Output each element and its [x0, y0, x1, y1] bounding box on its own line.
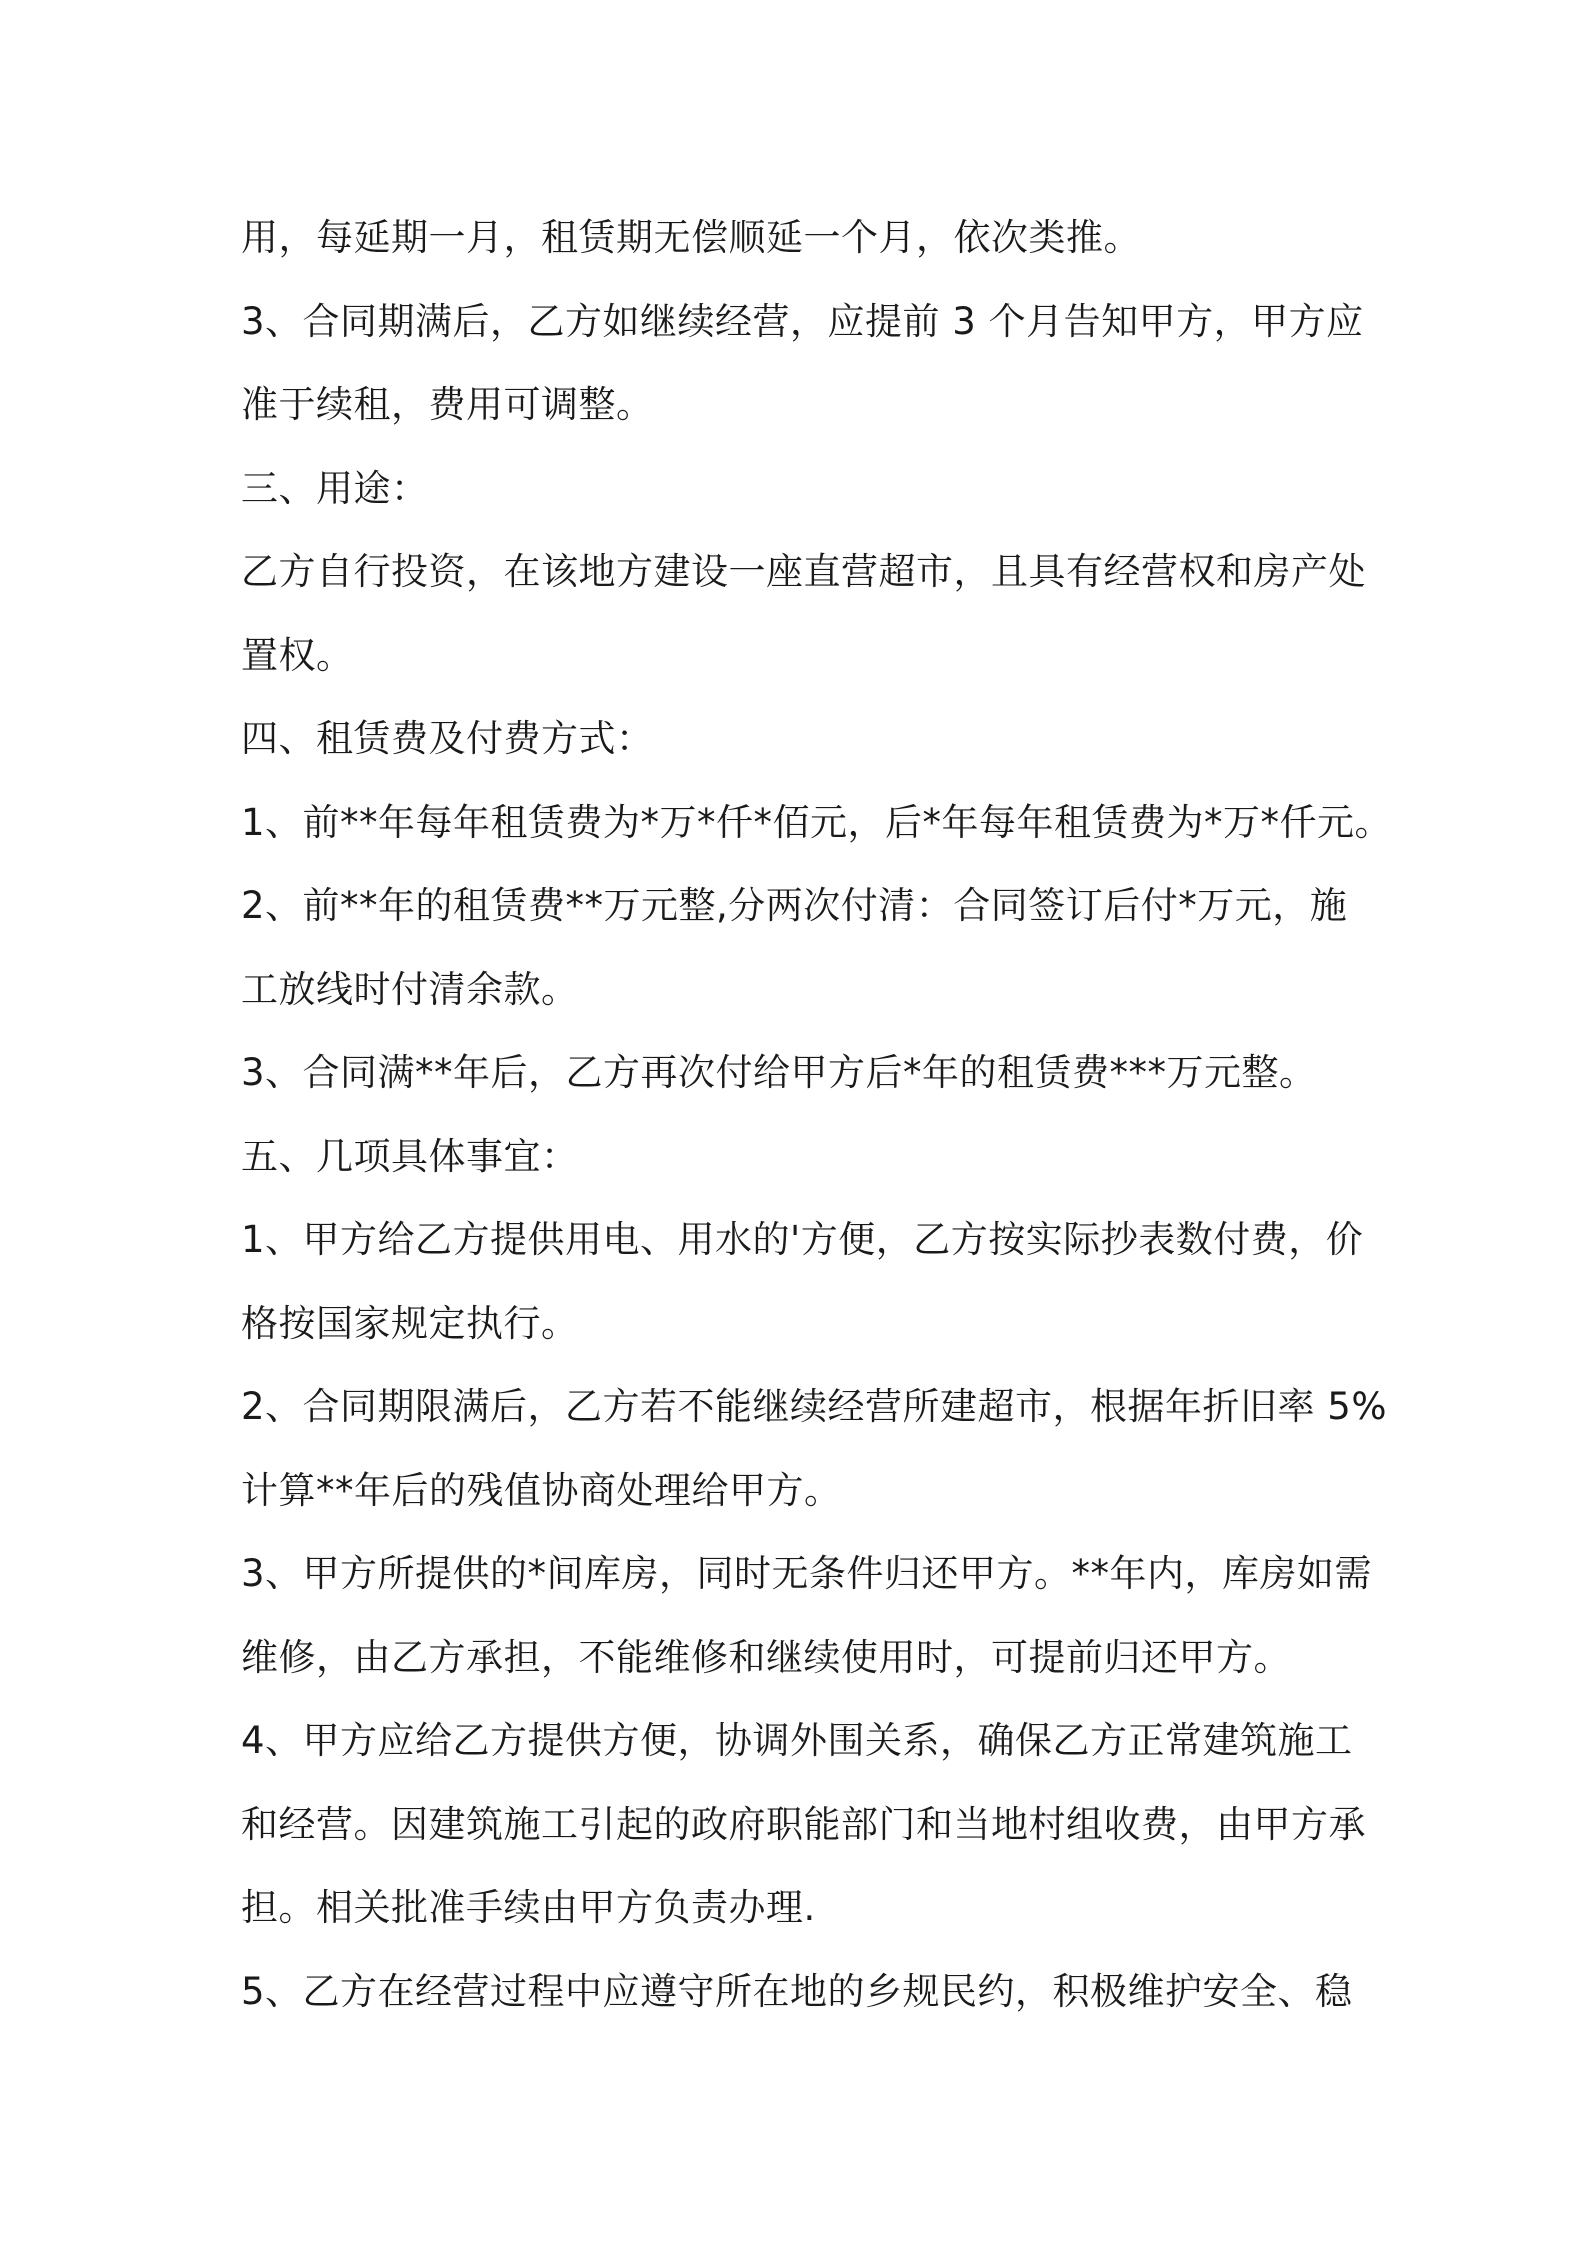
- text-line: 乙方自行投资，在该地方建设一座直营超市，且具有经营权和房产处: [241, 550, 1366, 593]
- text-line: 用，每延期一月，租赁期无偿顺延一个月，依次类推。: [241, 216, 1141, 259]
- document-body: [241, 196, 1393, 2033]
- text-line: 3、合同满**年后，乙方再次付给甲方后*年的租赁费***万元整。: [241, 1051, 1317, 1094]
- text-line: 置权。: [241, 633, 354, 677]
- text-line: 格按国家规定执行。: [241, 1301, 579, 1345]
- text-line: 担。相关批准手续由甲方负责办理.: [241, 1886, 816, 1929]
- text-line: 计算**年后的残值协商处理给甲方。: [241, 1468, 842, 1512]
- text-line: 维修，由乙方承担，不能维修和继续使用时，可提前归还甲方。: [241, 1635, 1291, 1679]
- text-line: 工放线时付清余款。: [241, 967, 579, 1011]
- text-line: 3、甲方所提供的*间库房，同时无条件归还甲方。**年内，库房如需: [241, 1552, 1373, 1595]
- text-line: 准于续租，费用可调整。: [241, 383, 654, 426]
- text-line: 2、前**年的租赁费**万元整,分两次付清：合同签订后付*万元，施: [241, 884, 1348, 927]
- text-line: 2、合同期限满后，乙方若不能继续经营所建超市，根据年折旧率 5%: [241, 1385, 1387, 1428]
- text-line: 4、甲方应给乙方提供方便，协调外围关系，确保乙方正常建筑施工: [241, 1719, 1353, 1762]
- text-line: 3、合同期满后，乙方如继续经营，应提前 3 个月告知甲方，甲方应: [241, 299, 1364, 343]
- text-line: 1、甲方给乙方提供用电、用水的'方便，乙方按实际抄表数付费，价: [241, 1218, 1364, 1261]
- section-heading: 四、租赁费及付费方式：: [241, 717, 654, 760]
- section-heading: 五、几项具体事宜：: [241, 1134, 579, 1178]
- text-line: 1、前**年每年租赁费为*万*仟*佰元，后*年每年租赁费为*万*仟元。: [241, 800, 1393, 844]
- section-heading: 三、用途：: [241, 466, 429, 510]
- text-line: 5、乙方在经营过程中应遵守所在地的乡规民约，积极维护安全、稳: [241, 1969, 1353, 2013]
- text-line: 和经营。因建筑施工引起的政府职能部门和当地村组收费，由甲方承: [241, 1802, 1366, 1846]
